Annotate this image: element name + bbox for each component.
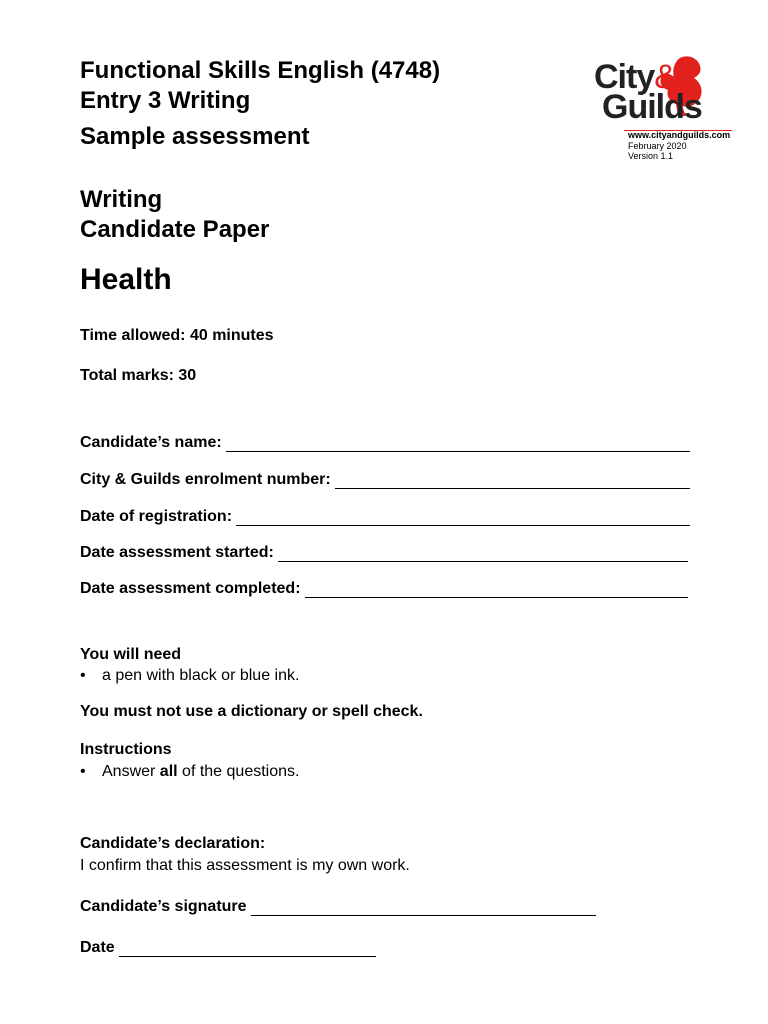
paper-type [80,185,269,245]
paper-topic: Health [80,263,172,296]
instructions-list-item [80,763,299,781]
city-guilds-logo [594,54,734,164]
declaration-text: I confirm that this assessment is my own work. [80,857,410,874]
document-date: February 2020 [628,141,687,151]
registration-date-label: Date of registration: [80,508,233,525]
assessment-completed-line[interactable] [305,583,688,598]
enrolment-number-field[interactable] [80,471,690,489]
logo-word-city: City [594,58,655,96]
declaration-heading: Candidate’s declaration: [80,835,266,852]
need-item-text: a pen with black or blue ink. [102,667,300,684]
document-title [80,56,440,152]
signature-date-label: Date [80,939,115,956]
assessment-started-label: Date assessment started: [80,544,274,561]
logo-ampersand: & [654,58,676,96]
signature-date-line[interactable] [119,942,376,957]
signature-field[interactable] [80,898,596,916]
signature-label: Candidate’s signature [80,898,247,915]
enrolment-number-label: City & Guilds enrolment number: [80,471,331,488]
registration-date-field[interactable] [80,508,690,526]
paper-line-1: Writing [80,186,163,213]
instruction-post: of the questions. [177,763,300,780]
candidate-name-field[interactable] [80,434,690,452]
bullet-icon: • [80,763,86,780]
need-heading: You will need [80,646,182,663]
candidate-name-label: Candidate’s name: [80,434,222,451]
assessment-started-field[interactable] [80,544,688,562]
total-marks: Total marks: 30 [80,367,197,384]
document-version: Version 1.1 [628,151,674,161]
logo-word-guilds: Guilds [602,88,702,126]
title-line-1: Functional Skills English (4748) [80,57,441,84]
assessment-completed-field[interactable] [80,580,688,598]
bullet-icon: • [80,667,86,684]
title-line-2: Entry 3 Writing [80,87,251,114]
assessment-started-line[interactable] [278,547,688,562]
registration-date-line[interactable] [236,511,690,526]
instruction-bold: all [159,763,178,780]
instruction-pre: Answer [102,763,160,780]
need-list-item [80,667,299,685]
assessment-completed-label: Date assessment completed: [80,580,301,597]
instructions-heading: Instructions [80,741,172,758]
signature-line[interactable] [251,901,596,916]
candidate-name-line[interactable] [226,437,690,452]
no-dictionary-warning: You must not use a dictionary or spell check. [80,703,423,720]
time-allowed: Time allowed: 40 minutes [80,327,274,344]
enrolment-number-line[interactable] [335,474,690,489]
logo-url: www.cityandguilds.com [628,130,731,140]
paper-line-2: Candidate Paper [80,216,270,243]
title-line-3: Sample assessment [80,123,310,150]
signature-date-field[interactable] [80,939,376,957]
